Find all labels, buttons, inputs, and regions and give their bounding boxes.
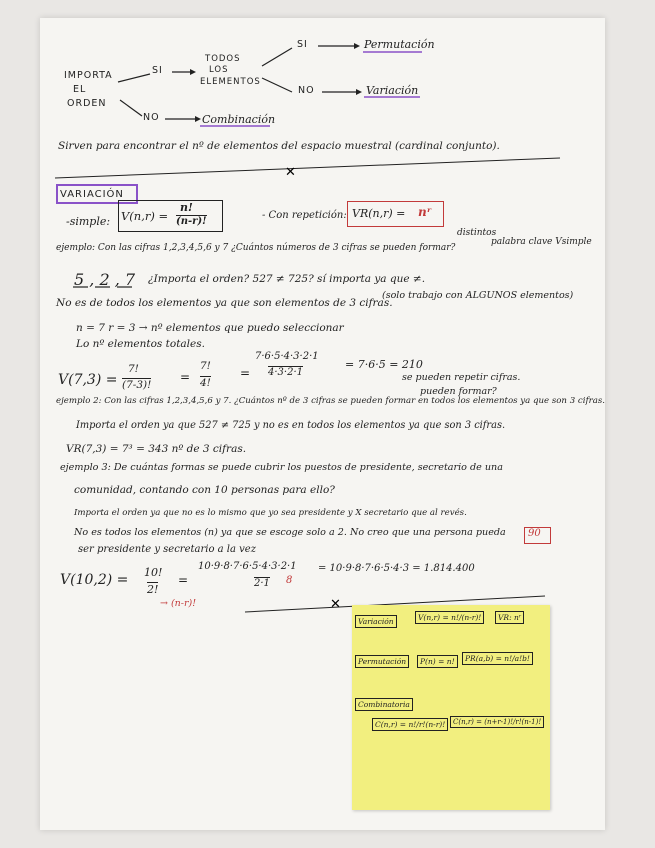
- ex1-calc-f1-den: (7-3)!: [122, 379, 152, 391]
- ex1-calc-f2-num: 7!: [200, 360, 211, 372]
- ex1-order-question: ¿Importa el orden? 527 ≠ 725? sí importa ya que ≠.: [148, 273, 426, 285]
- ex1-annot-form: pueden formar?: [420, 386, 497, 397]
- ex3-calc-mid: = 10·9·8·7·6·5·4·3 = 1.814.400: [318, 563, 475, 574]
- branch-no: NO: [143, 112, 160, 123]
- intro-text: Sirven para encontrar el nº de elementos del espacio muestral (cardinal conjunto).: [58, 140, 500, 152]
- sticky-comb-formula: C(n,r) = n!/r!(n-r)!: [372, 718, 448, 731]
- sticky-comb-title: Combinatoria: [355, 698, 413, 711]
- branch-yes-2: SI: [297, 39, 308, 50]
- ex3-calc-boxed: 90: [528, 528, 541, 539]
- ex1-calc-f2-den: 4!: [200, 377, 211, 389]
- ex3-question-2: comunidad, contando con 10 personas para ello?: [74, 484, 335, 496]
- ex3-calc-hint: → (n-r)!: [160, 598, 197, 609]
- sticky-var-title: Variación: [355, 615, 397, 628]
- rep-formula-rhs: nʳ: [418, 205, 432, 219]
- ex1-calc-f3-den: 4·3·2·1: [268, 367, 303, 378]
- ex3-answer-1: Importa el orden ya que no es lo mismo que yo sea presidente y X secretario que al revés.: [74, 508, 467, 518]
- root-line-3: ORDEN: [67, 98, 107, 109]
- sticky-perm-formula: P(n) = n!: [417, 655, 458, 668]
- ex1-calc-f3-num: 7·6·5·4·3·2·1: [255, 351, 319, 362]
- ex1-not-all-2: (solo trabajo con ALGUNOS elementos): [382, 290, 574, 301]
- simple-formula-den: (n-r)!: [176, 216, 207, 227]
- leaf-permutation: Permutación: [364, 38, 435, 51]
- simple-formula-num: n!: [180, 201, 193, 214]
- ex1-annot-repeat: se pueden repetir cifras.: [402, 372, 521, 383]
- ex3-eq-1: =: [178, 573, 189, 587]
- sticky-var-rep: VR: nʳ: [495, 611, 524, 624]
- ex1-eq-2: =: [240, 366, 251, 380]
- leaf-variation: Variación: [366, 84, 419, 97]
- ex3-calc-f2-den-extra: 8: [286, 575, 293, 586]
- ex2-result: VR(7,3) = 7³ = 343 nº de 3 cifras.: [66, 443, 247, 455]
- branch-no-2: NO: [298, 85, 315, 96]
- svg-text:✕: ✕: [285, 165, 296, 180]
- ex1-calc-lhs: V(7,3) =: [58, 372, 118, 388]
- leaf-combination: Combinación: [202, 113, 276, 126]
- all-elements-1: TODOS: [205, 54, 241, 64]
- rep-label: - Con repetición:: [262, 210, 347, 221]
- ex3-question: ejemplo 3: De cuántas formas se puede cubrir los puestos de presidente, secretario de una: [60, 462, 503, 473]
- simple-label: -simple:: [66, 215, 111, 228]
- ex1-calc-f1-num: 7!: [128, 363, 139, 375]
- sticky-perm-rep: PR(a,b) = n!/a!b!: [462, 652, 533, 665]
- sticky-perm-title: Permutación: [355, 655, 409, 668]
- sticky-var-formula: V(n,r) = n!/(n-r)!: [415, 611, 484, 624]
- ex1-not-all: No es de todos los elementos ya que son elementos de 3 cifras.: [56, 297, 393, 309]
- sticky-comb-rep: C(n,r) = (n+r-1)!/r!(n-1)!: [450, 716, 544, 728]
- branch-yes: SI: [152, 65, 163, 76]
- ex1-n-def: Lo nº elementos totales.: [76, 338, 205, 350]
- rep-formula-lhs: VR(n,r) =: [352, 207, 406, 220]
- all-elements-3: ELEMENTOS: [200, 77, 261, 87]
- ex2-question: ejemplo 2: Con las cifras 1,2,3,4,5,6 y 7. ¿Cuántos nº de 3 cifras se pueden formar en todos los elementos ya que son 3 cifras.: [56, 396, 606, 406]
- root-line-1: IMPORTA: [64, 70, 113, 81]
- variacion-title: VARIACIÓN: [60, 189, 124, 200]
- all-elements-2: LOS: [209, 65, 229, 75]
- ex3-answer-2: No es todos los elementos (n) ya que se escoge solo a 2. No creo que una persona pueda: [74, 527, 506, 538]
- ex1-r-def: n = 7 r = 3 → nº elementos que puedo seleccionar: [76, 322, 344, 334]
- ex2-order: Importa el orden ya que 527 ≠ 725 y no es en todos los elementos ya que son 3 cifras.: [76, 420, 506, 431]
- simple-formula-lhs: V(n,r) =: [121, 209, 169, 223]
- ex1-calc-result: = 7·6·5 = 210: [345, 358, 423, 371]
- ex3-calc-f2-num: 10·9·8·7·6·5·4·3·2·1: [198, 561, 297, 572]
- ex1-digits: 5 , 2 , 7: [74, 270, 136, 289]
- ex1-note-clave: palabra clave Vsimple: [491, 237, 592, 247]
- ex1-note-distintos: distintos: [457, 228, 497, 238]
- root-line-2: EL: [73, 84, 87, 95]
- ex3-calc-f1-num: 10!: [144, 566, 163, 579]
- ex3-answer-3: ser presidente y secretario a la vez: [78, 544, 256, 555]
- svg-text:✕: ✕: [330, 597, 341, 612]
- ex1-question: ejemplo: Con las cifras 1,2,3,4,5,6 y 7 ¿Cuántos números de 3 cifras se pueden formar?: [56, 243, 456, 253]
- summary-sticky-note: [352, 605, 550, 810]
- ex3-calc-f2-den: 2·1: [254, 578, 270, 589]
- ex3-calc-lhs: V(10,2) =: [60, 572, 129, 588]
- ex3-calc-f1-den: 2!: [147, 583, 159, 596]
- ex1-eq-1: =: [180, 370, 191, 384]
